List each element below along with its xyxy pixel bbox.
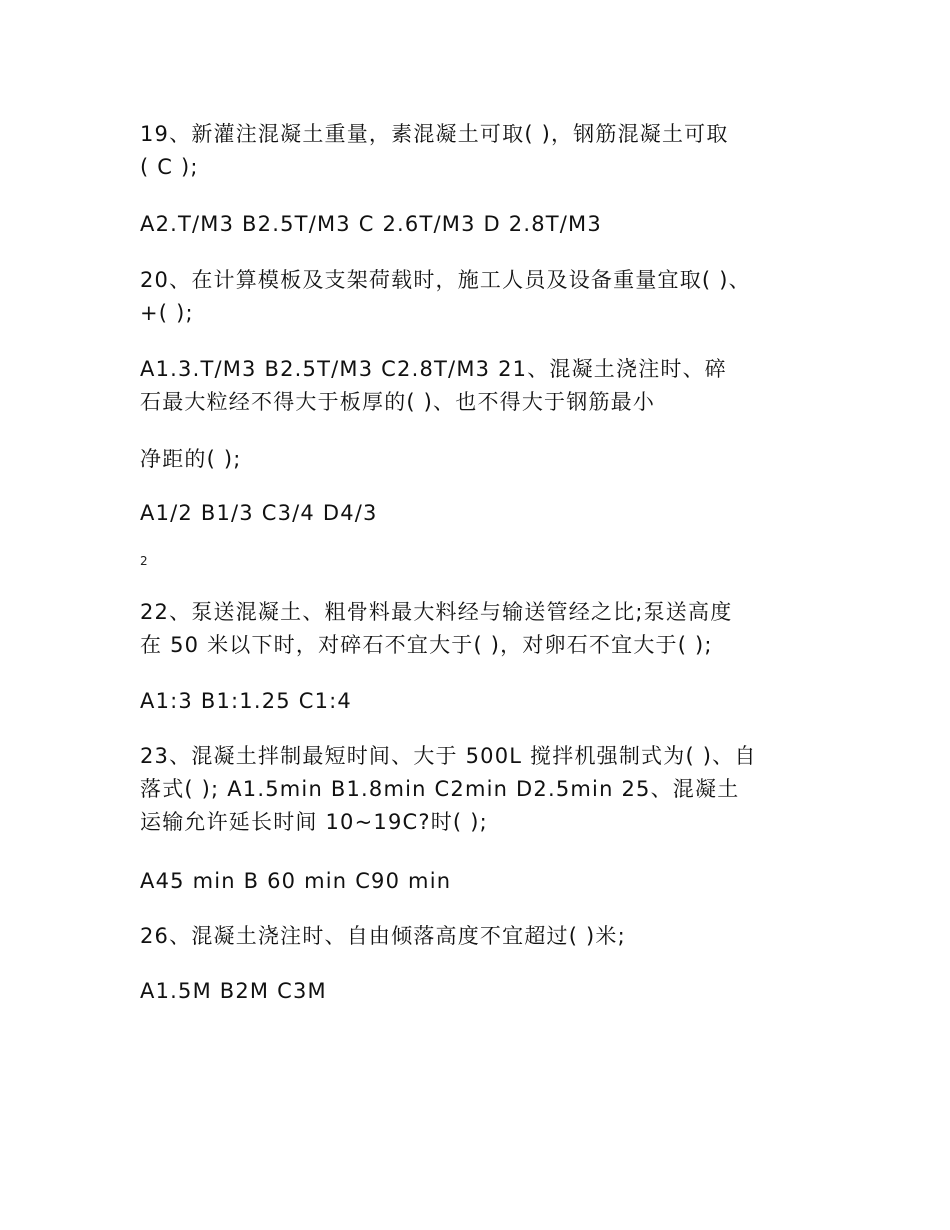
text-line: A45 min B 60 min C90 min: [140, 869, 452, 893]
text-line: A2.T/M3 B2.5T/M3 C 2.6T/M3 D 2.8T/M3: [140, 212, 602, 236]
text-line: 在 50 米以下时，对碎石不宜大于( )，对卵石不宜大于( );: [140, 633, 713, 657]
question-20: [140, 264, 820, 330]
text-line: +( );: [140, 301, 194, 325]
options-22: [140, 685, 820, 718]
options-26: [140, 975, 820, 1008]
text-line: 净距的( );: [140, 447, 242, 471]
text-line: 22、泵送混凝土、粗骨料最大料经与输送管经之比;泵送高度: [140, 600, 733, 624]
page-number: 2: [140, 554, 148, 568]
question-21-end: [140, 443, 820, 476]
text-line: 落式( ); A1.5min B1.8min C2min D2.5min 25、混凝土: [140, 777, 740, 801]
question-26: [140, 920, 820, 953]
text-line: A1.3.T/M3 B2.5T/M3 C2.8T/M3 21、混凝土浇注时、碎: [140, 357, 727, 381]
question-22: [140, 596, 820, 662]
text-line: 石最大粒经不得大于板厚的( )、也不得大于钢筋最小: [140, 390, 656, 414]
text-line: ( C );: [140, 155, 199, 179]
text-line: A1/2 B1/3 C3/4 D4/3: [140, 501, 378, 525]
options-19: [140, 208, 820, 241]
text-line: 23、混凝土拌制最短时间、大于 500L 搅拌机强制式为( )、自: [140, 744, 757, 768]
text-line: 运输允许延长时间 10~19C?时( );: [140, 810, 488, 834]
options-25: [140, 865, 820, 898]
text-line: 19、新灌注混凝土重量，素混凝土可取( )，钢筋混凝土可取: [140, 122, 729, 146]
options-21: [140, 497, 820, 530]
options-20-question-21: [140, 353, 820, 419]
question-19: [140, 118, 820, 184]
text-line: A1.5M B2M C3M: [140, 979, 327, 1003]
question-23-25: [140, 740, 820, 839]
text-line: 26、混凝土浇注时、自由倾落高度不宜超过( )米;: [140, 924, 626, 948]
text-line: 20、在计算模板及支架荷载时，施工人员及设备重量宜取( )、: [140, 268, 751, 292]
text-line: A1:3 B1:1.25 C1:4: [140, 689, 352, 713]
